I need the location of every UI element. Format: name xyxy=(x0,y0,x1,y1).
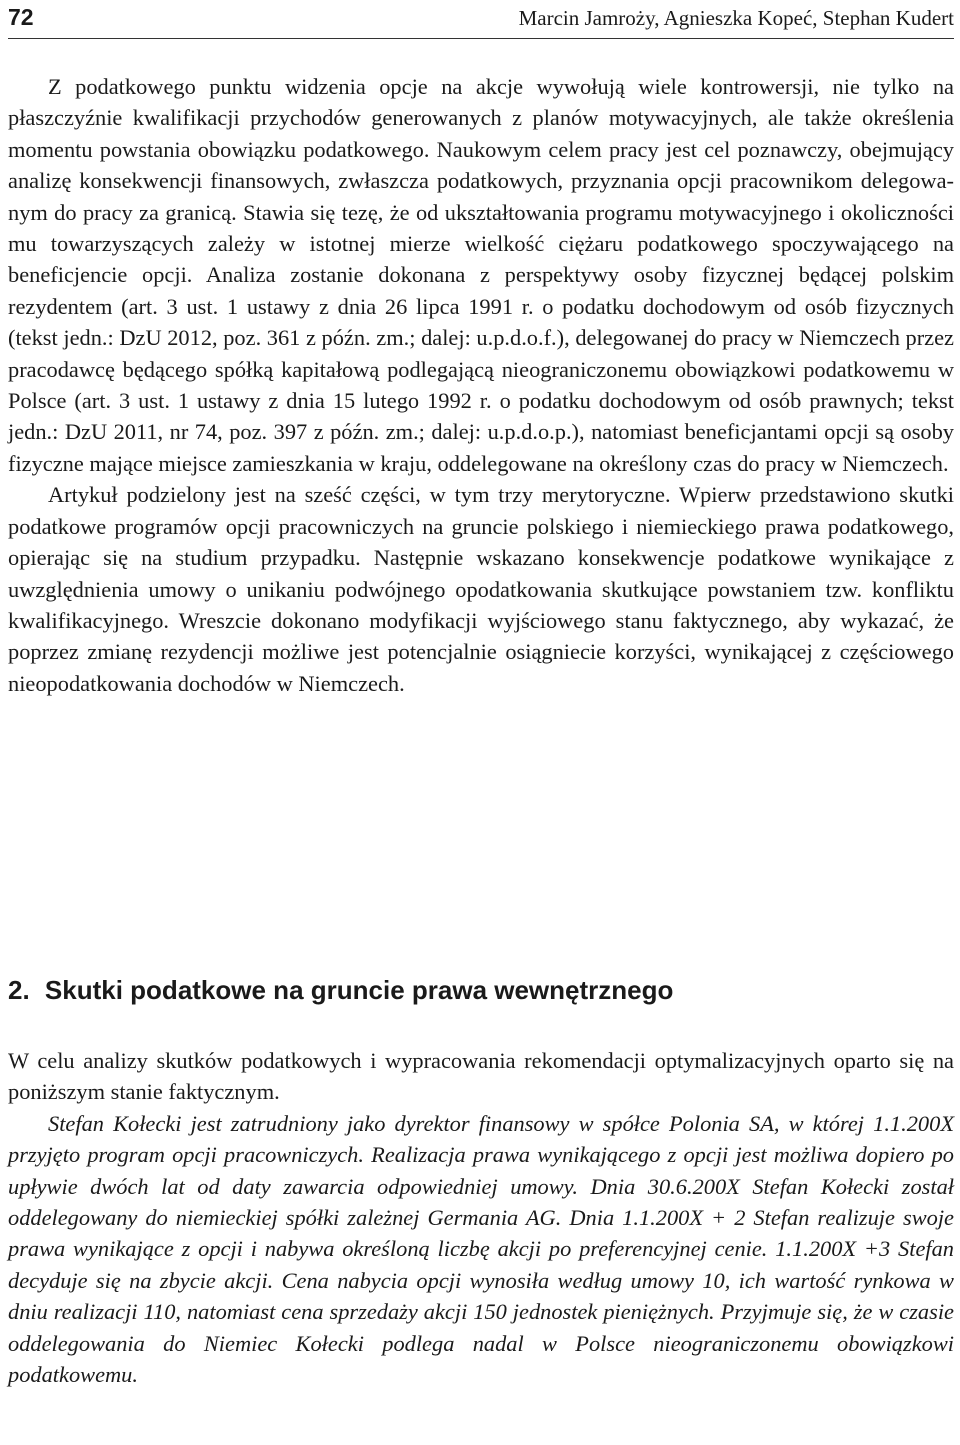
paragraph: Artykuł podzielony jest na sześć części, w tym trzy merytoryczne. Wpierw przedstawiono skutki podatkowe programów opcji pracowniczych na gruncie polskiego i niemieckiego prawa podatkowego, opierając się na studium przypadku. Następnie wskazano konsekwencje podatkowe wynikające z uwzględnienia umowy o unikaniu podwójnego opodatkowania skutkujące powstaniem tzw. konfliktu kwalifikacyjnego. Wreszcie dokonano modyfikacji wyjściowego stanu faktycznego, aby wykazać, że poprzez zmianę rezydencji możliwe jest potencjalnie osiągniecie korzyści, wynikającej z częściowego nieopodatkowania dochodów w Niemczech. xyxy=(8,482,954,696)
paragraph: Z podatkowego punktu widzenia opcje na akcje wywołują wiele kontrowersji, nie tylko na płaszczyźnie kwalifikacji przychodów generowanych z planów motywacyjnych, ale także określenia momentu powstania obowiązku podatkowego. Naukowym celem pracy jest cel poznawczy, obejmujący analizę konsekwencji finansowych, zwłaszcza podatkowych, przyznania opcji pracownikom delegowanym do pracy za granicą. Stawia się tezę, że od ukształtowania programu motywacyjnego i okoliczności mu towarzyszących zależy w istotnej mierze wielkość ciężaru podatkowego spoczywającego na beneficjencie opcji. Analiza zostanie dokonana z perspektywy osoby fizycznej będącej polskim rezydentem (art. 3 ust. 1 ustawy z dnia 26 lipca 1991 r. o podatku dochodowym od osób fizycznych (tekst jedn.: DzU 2012, poz. 361 z późn. zm.; dalej: u.p.d.o.f.), delegowanej do pracy w Niemczech przez pracodawcę będącego spółką kapitałową podlegającą nieograniczonemu obowiązkowi podatkowemu w Polsce (art. 3 ust. 1 ustawy z dnia 15 lutego 1992 r. o podatku dochodowym od osób prawnych; tekst jedn.: DzU 2011, nr 74, poz. 397 z późn. zm.; dalej: u.p.d.o.p.), natomiast beneficjantami opcji są osoby fizyczne mające miejsce zamieszkania w kraju, oddelegowane na określony czas do pracy w Niemczech. xyxy=(8,74,954,476)
running-header xyxy=(8,0,954,39)
section-title: Skutki podatkowe na gruncie prawa wewnętrznego xyxy=(44,975,674,1005)
section-text xyxy=(8,1045,954,1390)
page-number: 72 xyxy=(8,4,34,30)
document-page xyxy=(8,0,954,1445)
case-study-paragraph: Stefan Kołecki jest zatrudniony jako dyrektor finansowy w spółce Polonia SA, w której 1.1.200X przyjęto program opcji pracowniczych. Realizacja prawa wynikającego z opcji jest możliwa dopiero po upływie dwóch lat od daty zawarcia odpowiedniej umowy. Dnia 30.6.200X Stefan Kołecki został oddelegowany do niemieckiej spółki zależnej Germania AG. Dnia 1.1.200X + 2 Stefan realizuje swoje prawa wynikające z opcji i nabywa określoną liczbę akcji po preferencyjnej cenie. 1.1.200X +3 Stefan decyduje się na zbycie akcji. Cena nabycia opcji wynosiła według umowy 10, ich wartość rynkowa w dniu realizacji 110, natomiast cena sprzedaży akcji 150 jednostek pieniężnych. Przyjmuje się, że w czasie oddelegowania do Niemiec Kołecki podlega nadal w Polsce nieograniczonemu obowiązkowi podatkowemu. xyxy=(8,1110,954,1388)
running-head-authors: Marcin Jamroży, Agnieszka Kopeć, Stephan Kudert xyxy=(518,6,954,30)
intro-text xyxy=(8,71,954,699)
paragraph: W celu analizy skutków podatkowych i wypracowania rekomendacji optymalizacyjnych oparto się na poniższym stanie faktycznym. xyxy=(8,1048,954,1105)
section-heading xyxy=(8,972,954,1008)
section-number: 2. xyxy=(8,975,30,1005)
